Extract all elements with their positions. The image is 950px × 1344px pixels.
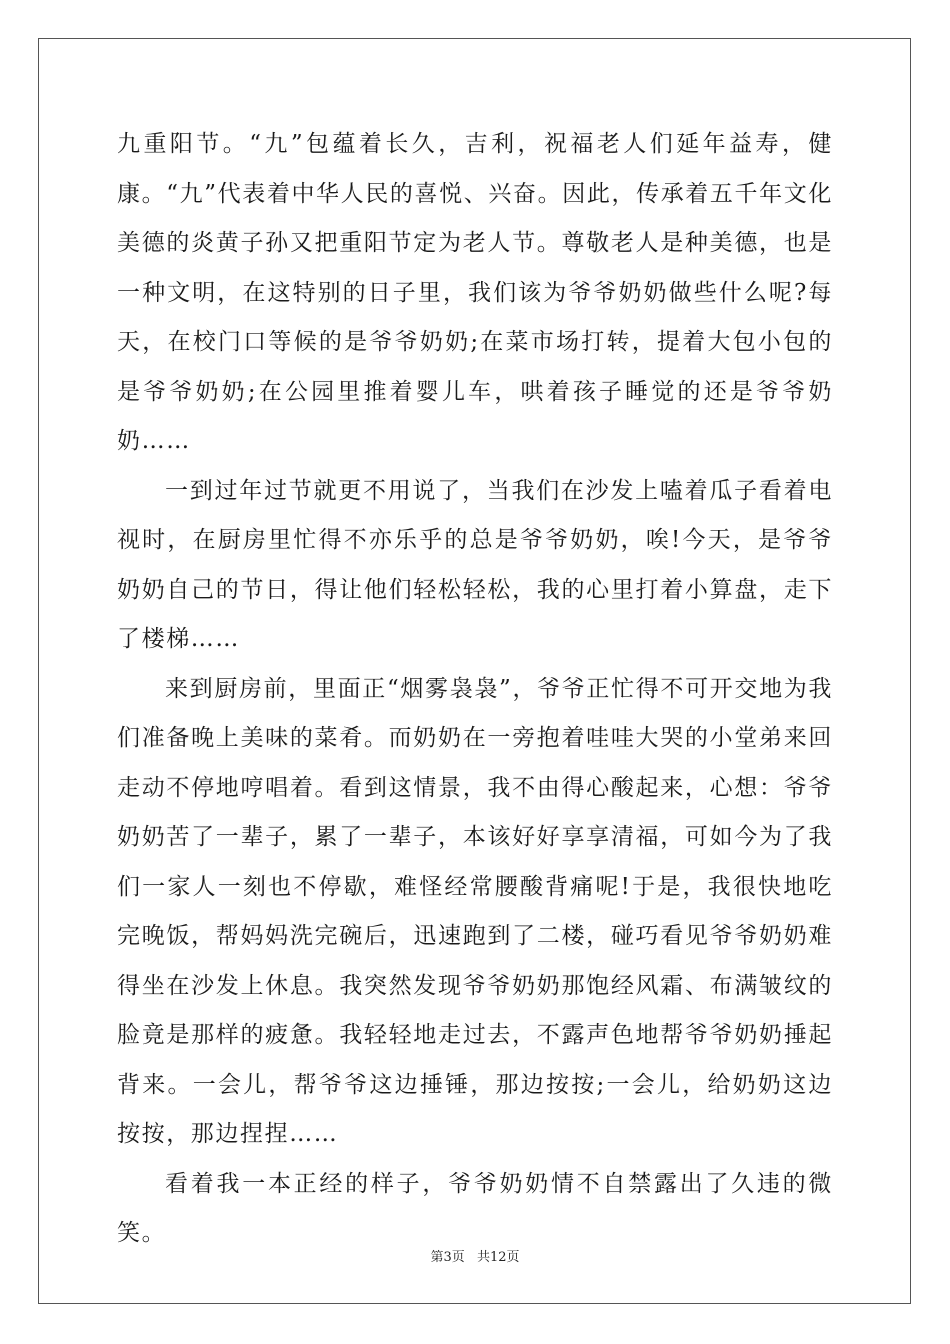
paragraph-2: 一到过年过节就更不用说了，当我们在沙发上嗑着瓜子看着电视时，在厨房里忙得不亦乐乎的总是爷爷奶奶，唉!今天，是爷爷奶奶自己的节日，得让他们轻松轻松，我的心里打着小算盘，走下了楼梯…… [117,477,833,652]
paragraph-1: 九重阳节。“九”包蕴着长久，吉利，祝福老人们延年益寿，健康。“九”代表着中华人民的喜悦、兴奋。因此，传承着五千年文化美德的炎黄子孙又把重阳节定为老人节。尊敬老人是种美德，也是一种文明，在这特别的日子里，我们该为爷爷奶奶做些什么呢?每天，在校门口等候的是爷爷奶奶;在菜市场打转，提着大包小包的是爷爷奶奶;在公园里推着婴儿车，哄着孩子睡觉的还是爷爷奶奶…… [117,131,833,454]
paragraph-3: 来到厨房前，里面正“烟雾袅袅”，爷爷正忙得不可开交地为我们准备晚上美味的菜肴。而奶奶在一旁抱着哇哇大哭的小堂弟来回走动不停地哼唱着。看到这情景，我不由得心酸起来，心想：爷爷奶奶苦了一辈子，累了一辈子，本该好好享享清福，可如今为了我们一家人一刻也不停歇，难怪经常腰酸背痛呢!于是，我很快地吃完晚饭，帮妈妈洗完碗后，迅速跑到了二楼，碰巧看见爷爷奶奶难得坐在沙发上休息。我突然发现爷爷奶奶那饱经风霜、布满皱纹的脸竟是那样的疲惫。我轻轻地走过去，不露声色地帮爷爷奶奶捶起背来。一会儿，帮爷爷这边捶锤，那边按按;一会儿，给奶奶这边按按，那边捏捏…… [117,675,833,1147]
page-number: 第3页 [430,1250,465,1265]
document-body [117,120,833,1259]
page-total: 共12页 [476,1250,520,1265]
paragraph-4: 看着我一本正经的样子，爷爷奶奶情不自禁露出了久违的微笑。 [117,1170,833,1246]
page-footer [0,1246,950,1265]
